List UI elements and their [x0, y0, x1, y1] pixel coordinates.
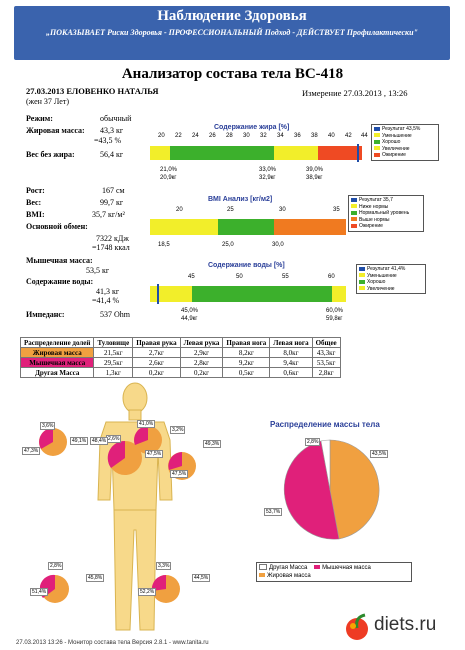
impedance-label: Импеданс:: [26, 310, 65, 319]
bmr-label: Основной обмен:: [26, 222, 88, 231]
pie-label: 47,5%: [147, 451, 162, 457]
table-cell: 43,3кг: [312, 348, 340, 358]
water-label: Содержание воды:: [26, 277, 94, 286]
body-figure: [60, 380, 210, 640]
table-cell: 8,0кг: [270, 348, 312, 358]
legend-item: Результат 35,7: [351, 197, 421, 204]
table-cell: 2,8кг: [180, 358, 223, 368]
fat-tick: 44: [361, 133, 368, 139]
pie-label: 3,6%: [42, 423, 54, 429]
fat-label: Жировая масса:: [26, 126, 85, 135]
table-header: Правая рука: [133, 338, 180, 348]
table-header: Распределение долей: [21, 338, 94, 348]
pie-label: 44,5%: [194, 575, 209, 581]
fat-high-kg: 38,9кг: [306, 175, 323, 181]
row-label: Жировая масса: [21, 348, 94, 358]
muscle-label: Мышечная масса:: [26, 256, 93, 265]
weight-value: 99,7 кг: [100, 198, 124, 207]
fat-low-pct: 21,0%: [160, 167, 178, 173]
legend-item: Результат 41,4%: [359, 266, 423, 273]
bmi-bottom: 18,5: [158, 242, 170, 248]
water-legend: [356, 264, 426, 294]
impedance-value: 537 Ohm: [100, 310, 130, 319]
table-cell: 29,5кг: [94, 358, 133, 368]
table-header: Общее: [312, 338, 340, 348]
water-percent: =41,4 %: [92, 296, 120, 305]
fatfree-label: Вес без жира:: [26, 150, 75, 159]
pie-label: 2,6%: [108, 436, 120, 442]
water-seg-high: [332, 286, 346, 302]
pie-label: 3,2%: [172, 427, 184, 433]
fat-tick: 20: [158, 133, 165, 139]
page-title: Анализатор состава тела BC-418: [121, 66, 344, 82]
distribution-table: [20, 337, 341, 378]
table-header: Левая нога: [270, 338, 312, 348]
mass-pie-fat-label: 43,5%: [372, 451, 387, 457]
water-right-pct: 60,0%: [326, 308, 344, 314]
watermark: diets.ru: [374, 614, 437, 635]
legend-item: Выше нормы: [351, 217, 421, 224]
pie-label: 45,8%: [88, 575, 103, 581]
water-tick: 55: [282, 274, 289, 280]
table-cell: 0,2кг: [133, 368, 180, 378]
table-header: Левая рука: [180, 338, 223, 348]
pie-label: 3,3%: [158, 563, 170, 569]
patient-name: 27.03.2013 ЕЛОВЕНКО НАТАЛЬЯ: [26, 86, 159, 96]
fat-result-marker: [357, 144, 359, 162]
pie-label: 48,4%: [92, 438, 107, 444]
legend-item: Результат 43,5%: [374, 126, 436, 133]
row-label: Мышечная масса: [21, 358, 94, 368]
fat-mid-kg: 32,9кг: [259, 175, 276, 181]
bmr-kcal: =1748 ккал: [92, 243, 130, 252]
fat-tick: 24: [192, 133, 199, 139]
legend-item: Уменьшение: [374, 133, 436, 140]
water-tick: 60: [328, 274, 335, 280]
header-banner: [14, 6, 450, 60]
table-cell: 9,4кг: [270, 358, 312, 368]
muscle-value: 53,5 кг: [86, 266, 110, 275]
fat-tick: 38: [311, 133, 318, 139]
bmi-bar: [150, 219, 348, 235]
pie-label: 52,2%: [140, 589, 155, 595]
water-result-marker: [157, 284, 159, 304]
bmi-bottom: 30,0: [272, 242, 284, 248]
table-cell: 0,6кг: [270, 368, 312, 378]
table-cell: 21,5кг: [94, 348, 133, 358]
bmi-value: 35,7 кг/м²: [92, 210, 125, 219]
table-cell: 0,2кг: [180, 368, 223, 378]
height-value: 167 см: [102, 186, 125, 195]
table-cell: 1,3кг: [94, 368, 133, 378]
pie-label: 47,3%: [24, 448, 39, 454]
fat-tick: 34: [277, 133, 284, 139]
measurement-date: Измерение 27.03.2013 , 13:26: [302, 88, 408, 98]
water-chart-title: Содержание воды [%]: [208, 262, 285, 269]
fat-bar: [150, 146, 362, 160]
table-row: [21, 358, 341, 368]
fat-chart-title: Содержание жира [%]: [214, 124, 290, 131]
fat-tick: 26: [209, 133, 216, 139]
table-header-row: [21, 338, 341, 348]
height-label: Рост:: [26, 186, 45, 195]
water-left-kg: 44,9кг: [181, 316, 198, 322]
fat-seg-obese: [318, 146, 362, 160]
fat-tick: 28: [226, 133, 233, 139]
fat-tick: 22: [175, 133, 182, 139]
fat-tick: 42: [345, 133, 352, 139]
legend-item: Другая Масса: [259, 565, 307, 571]
fat-value: 43,3 кг: [100, 126, 124, 135]
fat-high-pct: 39,0%: [306, 167, 324, 173]
water-right-kg: 59,8кг: [326, 316, 343, 322]
bmi-bottom: 25,0: [222, 242, 234, 248]
table-row: [21, 368, 341, 378]
bmi-seg-high: [274, 219, 346, 235]
pie-label: 41,0%: [139, 421, 154, 427]
mode-label: Режим:: [26, 114, 53, 123]
weight-label: Вес:: [26, 198, 42, 207]
row-label: Другая Масса: [21, 368, 94, 378]
bmi-chart-title: BMI Анализ [кг/м2]: [208, 196, 273, 203]
table-cell: 53,5кг: [312, 358, 340, 368]
fat-percent: =43,5 %: [94, 136, 122, 145]
fat-seg-good: [170, 146, 274, 160]
legend-item: Ниже нормы: [351, 204, 421, 211]
legend-item: Ожирение: [351, 223, 421, 230]
pie-label: 49,1%: [72, 438, 87, 444]
table-row: [21, 348, 341, 358]
mass-pie-other-label: 2,8%: [307, 439, 319, 445]
mode-value: обычный: [100, 114, 132, 123]
fat-tick: 36: [294, 133, 301, 139]
fat-low-kg: 20,9кг: [160, 175, 177, 181]
table-cell: 2,7кг: [133, 348, 180, 358]
mass-pie-title: Распределение массы тела: [270, 420, 380, 429]
banner-title: Наблюдение Здоровья: [157, 8, 307, 24]
pie-label: 49,3%: [205, 441, 220, 447]
table-cell: 2,8кг: [312, 368, 340, 378]
bmi-label: BMI:: [26, 210, 45, 219]
patient-sex-age: (жен 37 Лет): [26, 97, 69, 106]
fat-seg-high: [274, 146, 318, 160]
apple-logo-icon: [343, 612, 371, 642]
bmi-tick: 30: [279, 207, 286, 213]
bmi-seg-low: [150, 219, 218, 235]
fatfree-value: 56,4 кг: [100, 150, 124, 159]
mass-pie: [280, 430, 380, 550]
bmi-legend: [348, 195, 424, 232]
fat-chart-ticks: [146, 133, 366, 143]
water-tick: 45: [188, 274, 195, 280]
fat-mid-pct: 33,0%: [259, 167, 277, 173]
water-seg-good: [192, 286, 332, 302]
legend-item: Увеличение: [359, 286, 423, 293]
table-header: Правая нога: [223, 338, 270, 348]
water-value: 41,3 кг: [96, 287, 120, 296]
water-left-pct: 45,0%: [181, 308, 199, 314]
legend-item: Хорошо: [359, 279, 423, 286]
legend-item: Уменьшение: [359, 273, 423, 280]
mass-pie-muscle-label: 53,7%: [266, 509, 281, 515]
table-cell: 9,2кг: [223, 358, 270, 368]
mass-pie-legend: [256, 562, 412, 582]
fat-tick: 40: [328, 133, 335, 139]
bmr-kj: 7322 кДж: [96, 234, 129, 243]
banner-subtitle: „ПОКАЗЫВАЕТ Риски Здоровья - ПРОФЕССИОНАЛЬНЫЙ Подход - ДЕЙСТВУЕТ Профилактически": [46, 28, 418, 37]
legend-item: Ожирение: [374, 152, 436, 159]
pie-label: 47,5%: [172, 471, 187, 477]
fat-tick: 30: [243, 133, 250, 139]
pie-label: 2,8%: [50, 563, 62, 569]
footer: 27.03.2013 13:26 - Монитор состава тела Версия 2.8.1 - www.tanita.ru: [16, 640, 209, 646]
legend-item: Увеличение: [374, 146, 436, 153]
bmi-tick: 20: [176, 207, 183, 213]
bmi-tick: 25: [227, 207, 234, 213]
bmi-seg-normal: [218, 219, 274, 235]
fat-seg-low: [150, 146, 170, 160]
water-tick: 50: [236, 274, 243, 280]
water-bar: [150, 286, 346, 302]
legend-item: Хорошо: [374, 139, 436, 146]
legend-item: Жировая масса: [259, 573, 311, 579]
pie-label: 51,4%: [32, 589, 47, 595]
table-cell: 2,6кг: [133, 358, 180, 368]
table-cell: 8,2кг: [223, 348, 270, 358]
legend-item: Мышечная масса: [314, 565, 371, 571]
fat-legend: [371, 124, 439, 161]
table-header: Туловище: [94, 338, 133, 348]
legend-item: Нормальный уровень: [351, 210, 421, 217]
table-cell: 2,9кг: [180, 348, 223, 358]
table-cell: 0,5кг: [223, 368, 270, 378]
pie-left-upper: [38, 427, 68, 457]
bmi-tick: 35: [333, 207, 340, 213]
fat-tick: 32: [260, 133, 267, 139]
